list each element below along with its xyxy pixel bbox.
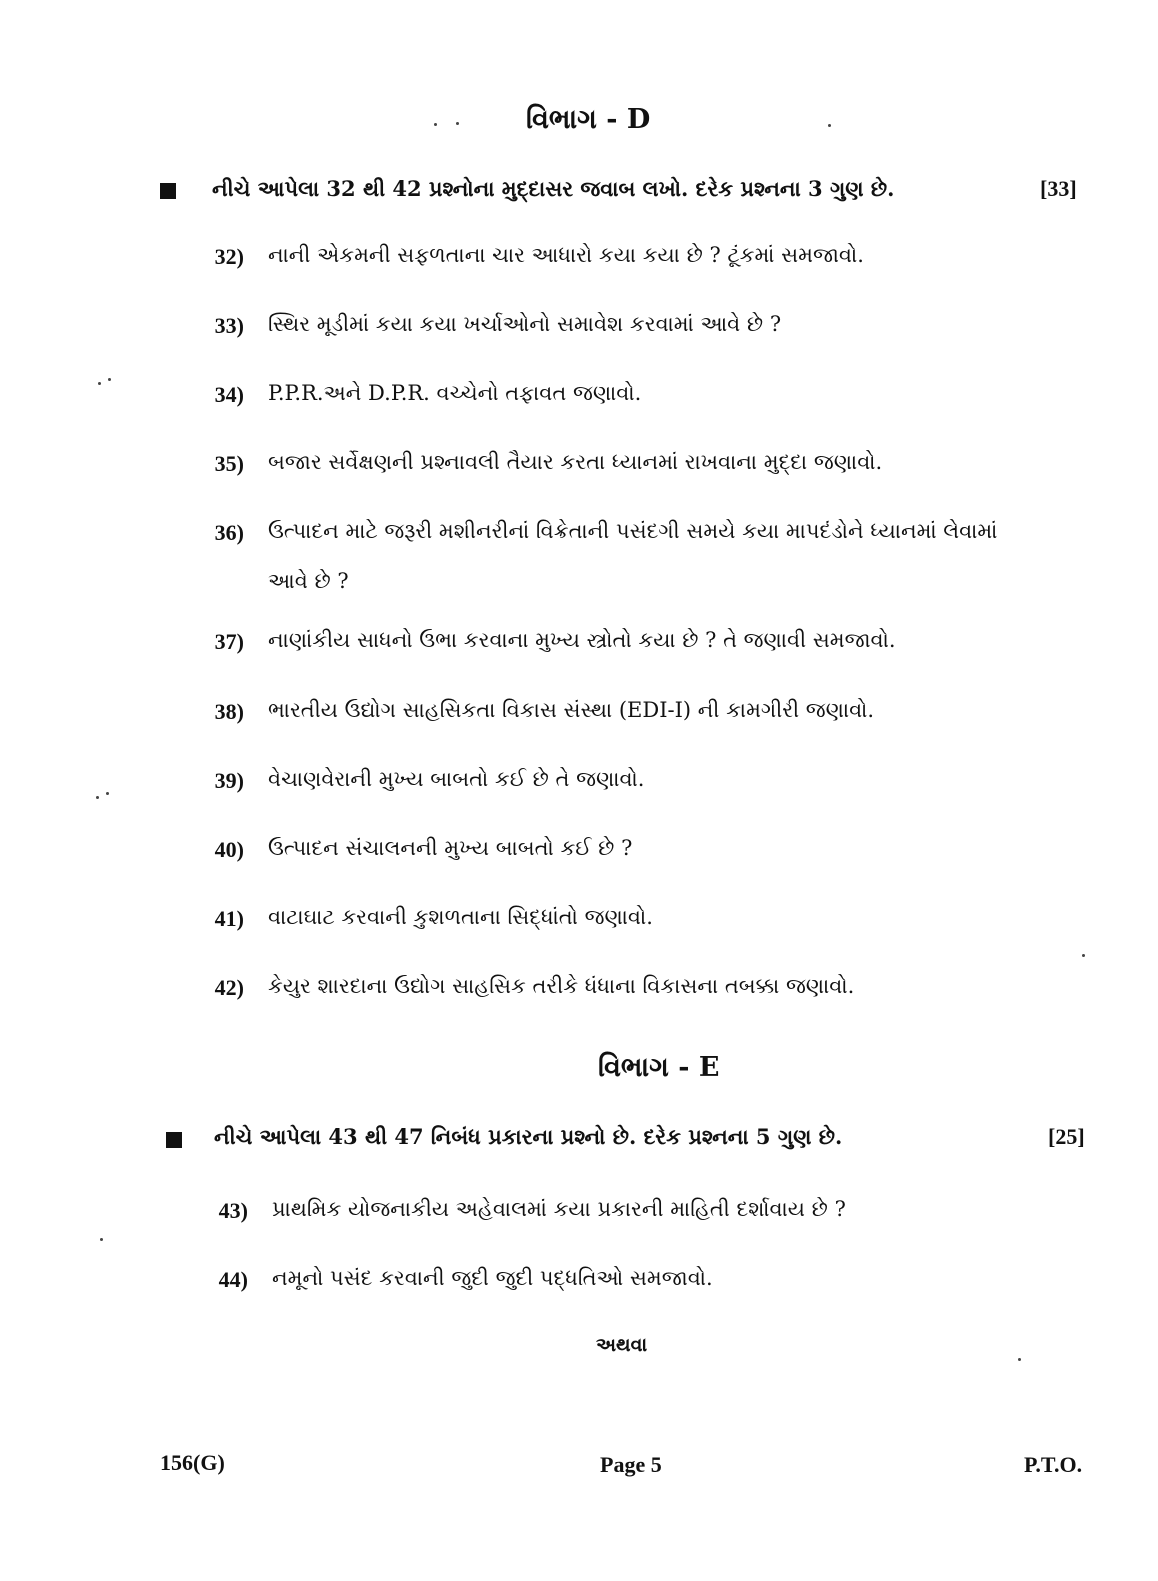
question-text: ઉત્પાદન માટે જરૂરી મશીનરીનાં વિક્રેતાની પસંદગી સમયે કયા માપદંડોને ધ્યાનમાં લેવામાં આવે છે ? (268, 519, 998, 593)
page-number: Page 5 (600, 1452, 662, 1477)
bullet-icon (160, 183, 176, 199)
question-number: 42) (214, 975, 244, 1000)
question-number: 39) (214, 768, 244, 793)
question-number: 41) (214, 906, 244, 931)
or-label: અથવા (596, 1334, 648, 1356)
scan-speck (1018, 1358, 1021, 1361)
scan-speck (98, 382, 101, 385)
section-d-marks: [33] (1040, 176, 1077, 201)
question-number: 33) (214, 313, 244, 338)
question-number: 40) (214, 837, 244, 862)
question-text: પ્રાથમિક યોજનાકીય અહેવાલમાં કયા પ્રકારની માહિતી દર્શાવાય છે ? (272, 1197, 846, 1221)
question-number: 36) (214, 520, 244, 545)
section-e-instruction: નીચે આપેલા 43 થી 47 નિબંધ પ્રકારના પ્રશ્નો છે. દરેક પ્રશ્નના 5 ગુણ છે. (214, 1124, 843, 1149)
section-e-title: વિભાગ - E (598, 1052, 720, 1083)
pto-label: P.T.O. (1024, 1452, 1083, 1477)
scan-speck (108, 378, 111, 381)
section-e-marks: [25] (1048, 1124, 1085, 1149)
question-text: સ્થિર મૂડીમાં કયા કયા ખર્ચાઓનો સમાવેશ કરવામાં આવે છે ? (268, 312, 782, 336)
scan-speck (456, 122, 459, 125)
question-text: બજાર સર્વેક્ષણની પ્રશ્નાવલી તૈયાર કરતા ધ્યાનમાં રાખવાના મુદ્દા જણાવો. (268, 450, 883, 474)
question-number: 35) (214, 451, 244, 476)
scan-speck (1082, 954, 1085, 957)
question-text: ભારતીય ઉદ્યોગ સાહસિકતા વિકાસ સંસ્થા (EDI-I) ની કામગીરી જણાવો. (268, 698, 875, 722)
question-text: P.P.R.અને D.P.R. વચ્ચેનો તફાવત જણાવો. (268, 381, 642, 405)
question-text: નમૂનો પસંદ કરવાની જુદી જુદી પદ્ધતિઓ સમજાવો. (272, 1266, 713, 1290)
question-text: નાની એકમની સફળતાના ચાર આધારો કયા કયા છે ? ટૂંકમાં સમજાવો. (268, 243, 864, 267)
question-text: વેચાણવેરાની મુખ્ય બાબતો કઈ છે તે જણાવો. (268, 767, 645, 791)
bullet-icon (166, 1132, 182, 1148)
section-d-title: વિભાગ - D (526, 104, 651, 135)
question-number: 38) (214, 699, 244, 724)
paper-code: 156(G) (160, 1450, 225, 1475)
question-number: 37) (214, 629, 244, 654)
scan-speck (100, 1238, 103, 1241)
scan-speck (106, 792, 109, 795)
scan-speck (96, 796, 99, 799)
question-number: 44) (218, 1267, 248, 1292)
question-text: ઉત્પાદન સંચાલનની મુખ્ય બાબતો કઈ છે ? (268, 836, 633, 860)
question-number: 34) (214, 382, 244, 407)
section-d-instruction: નીચે આપેલા 32 થી 42 પ્રશ્નોના મુદ્દાસર જવાબ લખો. દરેક પ્રશ્નના 3 ગુણ છે. (212, 176, 895, 201)
scan-speck (828, 124, 831, 127)
question-text: વાટાઘાટ કરવાની કુશળતાના સિદ્ધાંતો જણાવો. (268, 905, 653, 929)
question-text: નાણાંકીય સાધનો ઉભા કરવાના મુખ્ય સ્ત્રોતો કયા છે ? તે જણાવી સમજાવો. (268, 628, 896, 652)
question-text: કેયુર શારદાના ઉદ્યોગ સાહસિક તરીકે ધંધાના વિકાસના તબક્કા જણાવો. (268, 974, 855, 998)
question-number: 43) (218, 1198, 248, 1223)
question-number: 32) (214, 244, 244, 269)
scan-speck (434, 123, 437, 126)
